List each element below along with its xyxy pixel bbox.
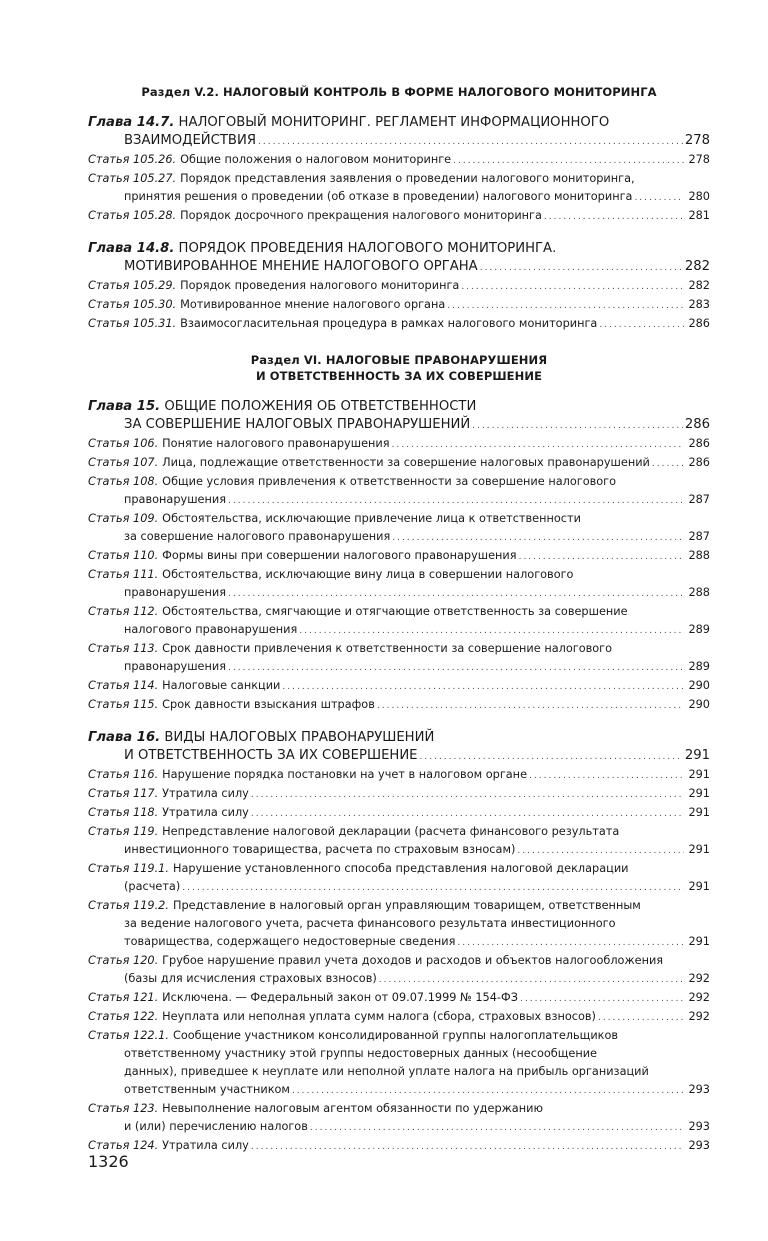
article-title-text: товарищества, содержащего недостоверные сведения (124, 935, 456, 948)
article-title-text: Утратила силу (162, 806, 249, 819)
page-number: 291 (688, 787, 710, 800)
article-title-text: Непредставление налоговой декларации (расчета финансового результата (162, 825, 620, 838)
page-number: 291 (688, 806, 710, 819)
article-title-text: правонарушения (124, 660, 227, 673)
toc-article-entry (88, 547, 710, 566)
chapter-title-line2: ВЗАИМОДЕЙСТВИЯ (124, 133, 256, 148)
dot-leader (228, 658, 684, 677)
article-label: Статья 107. (88, 456, 159, 469)
article-label: Статья 105.30. (88, 298, 177, 311)
article-label: Статья 117. (88, 787, 159, 800)
page-number: 289 (688, 623, 710, 636)
article-title-text: Налоговые санкции (162, 679, 281, 692)
article-title-text: Обстоятельства, исключающие вину лица в совершении налогового (162, 568, 574, 581)
page-number: 282 (684, 259, 710, 274)
article-title-text: Неуплата или неполная уплата сумм налога (сбора, страховых взносов) (162, 1010, 596, 1023)
page-number: 290 (688, 698, 710, 711)
dot-leader (519, 547, 684, 566)
article-title-text: Обстоятельства, смягчающие и отягчающие ответственность за совершение (162, 605, 628, 618)
dot-leader (544, 207, 684, 226)
page-number: 287 (688, 493, 710, 506)
article-label: Статья 105.29. (88, 279, 177, 292)
article-title-text: Общие положения о налоговом мониторинге (180, 153, 452, 166)
article-label: Статья 108. (88, 475, 159, 488)
chapter-15 (88, 398, 710, 435)
dot-leader (517, 841, 684, 860)
article-title-text: ответственному участнику этой группы недостоверных данных (несообщение (124, 1047, 598, 1060)
article-title-text: инвестиционного товарищества, расчета по страховым взносам) (124, 843, 516, 856)
page-number: 286 (684, 417, 710, 432)
article-title-text: за совершение налогового правонарушения (124, 530, 391, 543)
toc-article-entry (88, 989, 710, 1008)
article-label: Статья 114. (88, 679, 159, 692)
page-number: 291 (688, 768, 710, 781)
article-title-text: Мотивированное мнение налогового органа (180, 298, 446, 311)
chapter-title-line2: И ОТВЕТСТВЕННОСТЬ ЗА ИХ СОВЕРШЕНИЕ (124, 748, 418, 763)
page-number: 289 (688, 660, 710, 673)
article-list (88, 277, 710, 334)
page-number: 278 (688, 153, 710, 166)
section-heading-v2 (88, 84, 710, 100)
page-number: 291 (688, 880, 710, 893)
article-title-text: правонарушения (124, 586, 227, 599)
toc-article-entry (88, 1100, 710, 1137)
toc-article-entry (88, 603, 710, 640)
chapter-title-line1: ОБЩИЕ ПОЛОЖЕНИЯ ОБ ОТВЕТСТВЕННОСТИ (164, 399, 477, 414)
article-title-text: Представление в налоговый орган управляющим товарищем, ответственным (172, 899, 641, 912)
article-title-text: Грубое нарушение правил учета доходов и расходов и объектов налогообложения (162, 954, 664, 967)
chapter-title-line2: МОТИВИРОВАННОЕ МНЕНИЕ НАЛОГОВОГО ОРГАНА (124, 259, 478, 274)
article-label: Статья 122. (88, 1010, 159, 1023)
page-number: 287 (688, 530, 710, 543)
article-title-text: Лица, подлежащие ответственности за совершение налоговых правонарушений (162, 456, 650, 469)
dot-leader (392, 528, 684, 547)
section-title-line1: Раздел VI. НАЛОГОВЫЕ ПРАВОНАРУШЕНИЯ (250, 353, 548, 367)
article-list (88, 766, 710, 1156)
article-title-text: (базы для исчисления страховых взносов) (124, 972, 377, 985)
article-label: Статья 110. (88, 549, 159, 562)
page-number: 293 (688, 1083, 710, 1096)
article-label: Статья 112. (88, 605, 159, 618)
toc-article-entry (88, 473, 710, 510)
article-title-text: ответственным участником (124, 1083, 290, 1096)
chapter-14-7 (88, 114, 710, 151)
chapter-label: Глава 14.7. (88, 115, 175, 130)
toc-article-entry (88, 1137, 710, 1156)
dot-leader (379, 970, 684, 989)
dot-leader (282, 677, 684, 696)
article-title-text: налогового правонарушения (124, 623, 298, 636)
toc-article-entry (88, 151, 710, 170)
article-title-text: Срок давности привлечения к ответственности за совершение налогового (162, 642, 613, 655)
chapter-14-8 (88, 240, 710, 277)
article-title-text: Обстоятельства, исключающие привлечение лица к ответственности (162, 512, 581, 525)
toc-article-entry (88, 860, 710, 897)
dot-leader (457, 933, 684, 952)
dot-leader (251, 1137, 684, 1156)
toc-article-entry (88, 677, 710, 696)
article-title-text: Срок давности взыскания штрафов (162, 698, 375, 711)
article-title-text: правонарушения (124, 493, 227, 506)
article-title-text: Взаимосогласительная процедура в рамках налогового мониторинга (180, 317, 598, 330)
article-title-text: Исключена. — Федеральный закон от 09.07.1999 № 154-ФЗ (162, 991, 518, 1004)
article-label: Статья 115. (88, 698, 159, 711)
page-number: 280 (688, 190, 710, 203)
chapter-label: Глава 15. (88, 399, 161, 414)
article-label: Статья 121. (88, 991, 159, 1004)
article-title-text: Невыполнение налоговым агентом обязанности по удержанию (162, 1102, 543, 1115)
dot-leader (598, 1008, 684, 1027)
toc-page (88, 84, 710, 1156)
dot-leader (228, 491, 684, 510)
page-folio: 1326 (88, 1152, 129, 1171)
article-label: Статья 109. (88, 512, 159, 525)
article-label: Статья 119. (88, 825, 159, 838)
article-title-text: Формы вины при совершении налогового правонарушения (162, 549, 517, 562)
article-list (88, 435, 710, 715)
dot-leader (480, 258, 683, 277)
article-title-text: Порядок проведения налогового мониторинга (180, 279, 460, 292)
toc-article-entry (88, 897, 710, 952)
page-number: 291 (688, 843, 710, 856)
article-label: Статья 118. (88, 806, 159, 819)
dot-leader (251, 785, 684, 804)
toc-article-entry (88, 1008, 710, 1027)
dot-leader (520, 989, 684, 1008)
toc-article-entry (88, 696, 710, 715)
article-label: Статья 105.28. (88, 209, 177, 222)
page-number: 292 (688, 991, 710, 1004)
page-number: 288 (688, 586, 710, 599)
page-number: 281 (688, 209, 710, 222)
article-title-text: Сообщение участником консолидированной группы налогоплательщиков (172, 1029, 619, 1042)
article-list (88, 151, 710, 226)
dot-leader (377, 696, 684, 715)
dot-leader (310, 1118, 684, 1137)
toc-article-entry (88, 454, 710, 473)
toc-article-entry (88, 566, 710, 603)
page-number: 292 (688, 972, 710, 985)
article-label: Статья 106. (88, 437, 159, 450)
article-title-text: Нарушение установленного способа представления налоговой декларации (172, 862, 629, 875)
toc-article-entry (88, 785, 710, 804)
article-label: Статья 111. (88, 568, 159, 581)
article-title-text: Утратила силу (162, 1139, 249, 1152)
article-title-text: (расчета) (124, 880, 181, 893)
article-label: Статья 122.1. (88, 1029, 169, 1042)
page-number: 286 (688, 456, 710, 469)
article-label: Статья 105.26. (88, 153, 177, 166)
page-number: 278 (684, 133, 710, 148)
section-title: Раздел V.2. НАЛОГОВЫЙ КОНТРОЛЬ В ФОРМЕ НАЛОГОВОГО МОНИТОРИНГА (141, 85, 657, 99)
page-number: 291 (684, 748, 710, 763)
article-title-text: Нарушение порядка постановки на учет в налоговом органе (162, 768, 528, 781)
page-number: 282 (688, 279, 710, 292)
page-number: 293 (688, 1120, 710, 1133)
section-title-line2: И ОТВЕТСТВЕННОСТЬ ЗА ИХ СОВЕРШЕНИЕ (255, 369, 543, 383)
article-title-text: Понятие налогового правонарушения (162, 437, 390, 450)
dot-leader (461, 277, 684, 296)
chapter-title-line1: НАЛОГОВЫЙ МОНИТОРИНГ. РЕГЛАМЕНТ ИНФОРМАЦИОННОГО (178, 115, 610, 130)
dot-leader (292, 1081, 684, 1100)
article-label: Статья 120. (88, 954, 159, 967)
dot-leader (529, 766, 684, 785)
article-label: Статья 105.27. (88, 172, 177, 185)
dot-leader (258, 132, 683, 151)
toc-article-entry (88, 277, 710, 296)
article-title-text: Общие условия привлечения к ответственности за совершение налогового (162, 475, 617, 488)
toc-article-entry (88, 510, 710, 547)
article-title-text: Порядок досрочного прекращения налогового мониторинга (180, 209, 542, 222)
toc-article-entry (88, 766, 710, 785)
article-title-text: принятия решения о проведении (об отказе в проведении) налогового мониторинга (124, 190, 633, 203)
page-number: 291 (688, 935, 710, 948)
article-title-text: Утратила силу (162, 787, 249, 800)
chapter-label: Глава 14.8. (88, 241, 175, 256)
page-number: 293 (688, 1139, 710, 1152)
page-number: 286 (688, 317, 710, 330)
toc-article-entry (88, 207, 710, 226)
dot-leader (447, 296, 684, 315)
article-label: Статья 119.1. (88, 862, 169, 875)
page-number: 290 (688, 679, 710, 692)
article-title-text: Порядок представления заявления о проведении налогового мониторинга, (180, 172, 635, 185)
article-label: Статья 105.31. (88, 317, 177, 330)
chapter-title-line1: ПОРЯДОК ПРОВЕДЕНИЯ НАЛОГОВОГО МОНИТОРИНГА. (178, 241, 557, 256)
toc-article-entry (88, 804, 710, 823)
section-heading-vi (88, 352, 710, 384)
dot-leader (392, 435, 684, 454)
dot-leader (420, 747, 683, 766)
page-number: 283 (688, 298, 710, 311)
toc-article-entry (88, 315, 710, 334)
dot-leader (472, 416, 683, 435)
dot-leader (634, 188, 684, 207)
page-number: 286 (688, 437, 710, 450)
toc-article-entry (88, 823, 710, 860)
toc-article-entry (88, 640, 710, 677)
chapter-title-line1: ВИДЫ НАЛОГОВЫХ ПРАВОНАРУШЕНИЙ (164, 730, 435, 745)
dot-leader (251, 804, 684, 823)
toc-article-entry (88, 1027, 710, 1100)
dot-leader (228, 584, 684, 603)
toc-article-entry (88, 170, 710, 207)
dot-leader (599, 315, 684, 334)
dot-leader (453, 151, 684, 170)
dot-leader (299, 621, 684, 640)
article-label: Статья 119.2. (88, 899, 169, 912)
toc-article-entry (88, 435, 710, 454)
article-title-text: за ведение налогового учета, расчета финансового результата инвестиционного (124, 917, 616, 930)
toc-article-entry (88, 296, 710, 315)
page-number: 288 (688, 549, 710, 562)
article-title-text: данных), приведшее к неуплате или неполной уплате налога на прибыль организаций (124, 1065, 649, 1078)
chapter-16 (88, 729, 710, 766)
article-label: Статья 113. (88, 642, 159, 655)
chapter-label: Глава 16. (88, 730, 161, 745)
article-label: Статья 124. (88, 1139, 159, 1152)
page-number: 292 (688, 1010, 710, 1023)
dot-leader (182, 878, 684, 897)
article-label: Статья 123. (88, 1102, 159, 1115)
article-label: Статья 116. (88, 768, 159, 781)
toc-article-entry (88, 952, 710, 989)
chapter-title-line2: ЗА СОВЕРШЕНИЕ НАЛОГОВЫХ ПРАВОНАРУШЕНИЙ (124, 417, 471, 432)
dot-leader (652, 454, 684, 473)
article-title-text: и (или) перечислению налогов (124, 1120, 308, 1133)
